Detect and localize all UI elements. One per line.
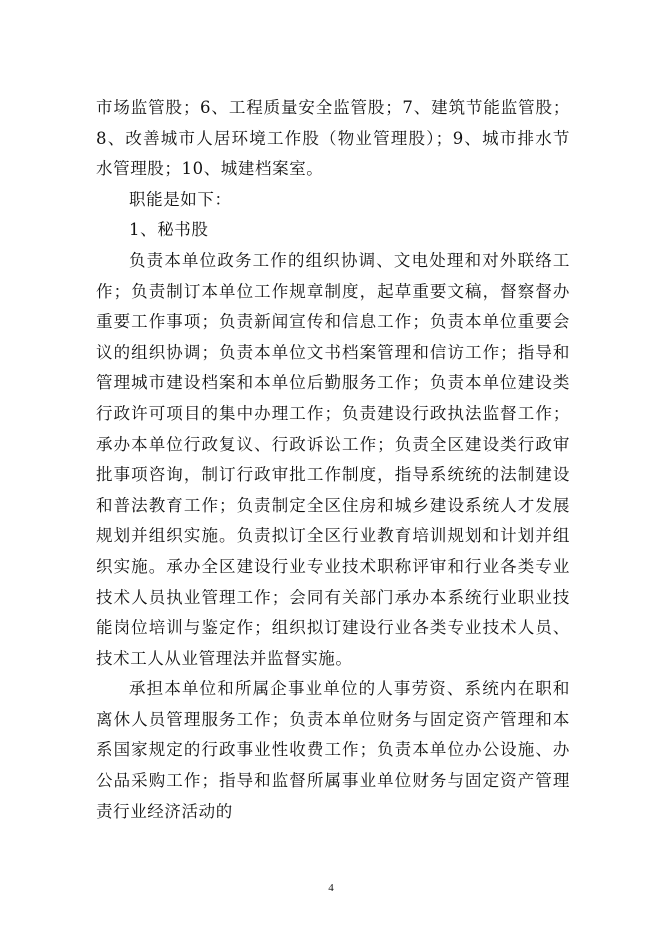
paragraph-secretariat-duties: 负责本单位政务工作的组织协调、文电处理和对外联络工作；负责制订本单位工作规章制度，起草重要文稿，督察督办重要工作事项；负责新闻宣传和信息工作；负责本单位重要会议的组织协调；负责本单位文书档案管理和信访工作；指导和管理城市建设档案和本单位后勤服务工作；负责本单位建设类行政许可项目的集中办理工作；负责建设行政执法监督工作；承办本单位行政复议、行政诉讼工作；负责全区建设类行政审批事项咨询，制订行政审批工作制度，指导系统统的法制建设和普法教育工作；负责制定全区住房和城乡建设系统人才发展规划并组织实施。负责拟订全区行业教育培训规划和计划并组织实施。承办全区建设行业专业技术职称评审和行业各类专业技术人员执业管理工作；会同有关部门承办本系统行业职业技能岗位培训与鉴定作；组织拟订建设行业各类专业技术人员、技术工人从业管理法并监督实施。 [96,250,570,668]
paragraph-functions-intro: 职能是如下： [129,189,232,209]
page-number: 4 [328,882,334,894]
document-body [96,93,570,827]
paragraph-continuation: 市场监管股；6、工程质量安全监管股；7、建筑节能监管股；8、改善城市人居环境工作股（物业管理股）；9、城市排水节水管理股；10、城建档案室。 [96,98,570,179]
section-heading-secretariat: 1、秘书股 [129,220,209,240]
paragraph-personnel-finance: 承担本单位和所属企事业单位的人事劳资、系统内在职和离休人员管理服务工作；负责本单位财务与固定资产管理和本系国家规定的行政事业性收费工作；负责本单位办公设施、办公品采购工作；指导和监督所属事业单位财务与固定资产管理责行业经济活动的 [96,679,570,821]
